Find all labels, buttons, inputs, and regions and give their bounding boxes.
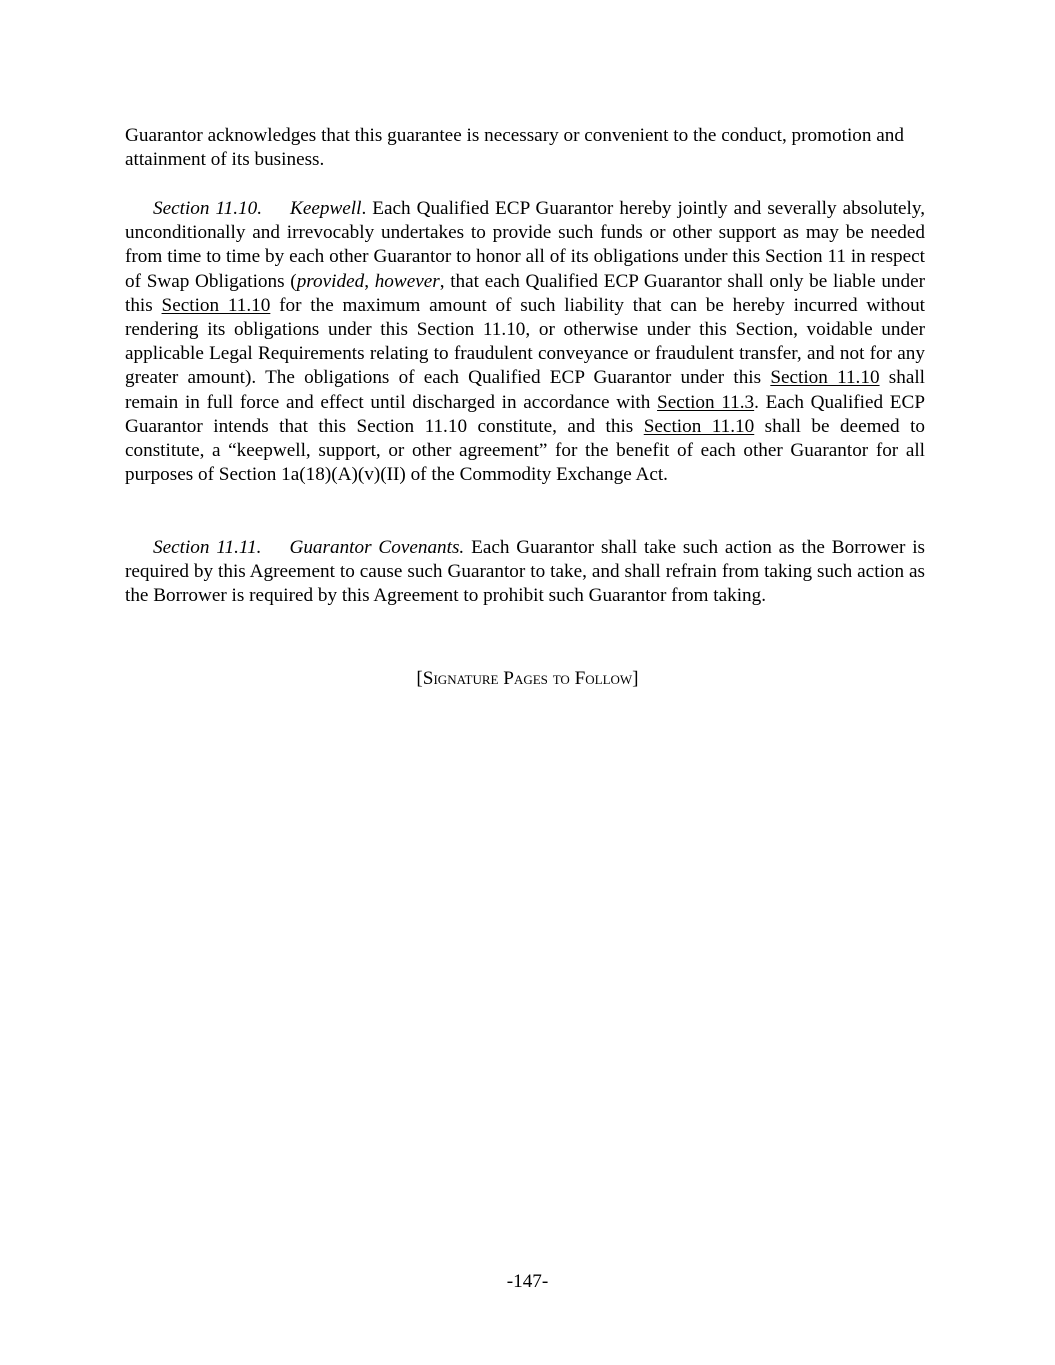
section-11-10-keepwell [125, 197, 925, 487]
section-reference: Section 11.10 [643, 415, 755, 437]
section-text: for the maximum amount of such liability that can be hereby incurred without rendering its obligations under this Section 11.10, or otherwise under this Section, voidable under applicable Legal Requirements relating to fraudulent conveyance or fraudulent transfer, and not for any greater amount). The obligations of each Qualified ECP Guarantor under this [125, 294, 925, 389]
page-number: -147- [506, 1271, 549, 1292]
section-text: Each Qualified ECP Guarantor hereby jointly and severally absolutely, unconditionally and irrevocably undertakes to provide such funds or other support as may be needed from time to time by each other Guarantor to honor all of its obligations under this Section 11 in respect of Swap Obligations ( [125, 198, 926, 292]
paragraph-text: Guarantor acknowledges that this guarantee is necessary or convenient to the conduct, promotion and attainment of its business. [125, 125, 904, 171]
however-term: however [374, 270, 440, 292]
section-reference: Section 11.3 [657, 391, 755, 413]
section-reference: Section 11.10 [770, 367, 880, 389]
section-text: , that each Qualified ECP Guarantor shall only be liable under this [125, 270, 926, 316]
section-title: Keepwell [290, 198, 362, 219]
title-punct: . [361, 198, 373, 219]
section-number: Section 11.10. [153, 198, 263, 219]
paragraph-guarantor-acknowledgement [125, 124, 925, 172]
provided-term: provided [296, 270, 365, 292]
section-text: Each Guarantor shall take such action as the Borrower is required by this Agreement to cause such Guarantor to take, and shall refrain from taking such action as the Borrower is required by this Agreement to prohibit such Guarantor from taking. [125, 537, 925, 607]
section-text: shall remain in full force and effect until discharged in accordance with [125, 367, 925, 413]
section-text: . Each Qualified ECP Guarantor intends that this Section 11.10 constitute, and this [125, 391, 926, 437]
section-text: , [364, 270, 375, 292]
section-11-11-guarantor-covenants [125, 536, 925, 609]
section-text: shall be deemed to constitute, a “keepwell, support, or other agreement” for the benefit of each other Guarantor for all purposes of Section 1a(18)(A)(v)(II) of the Commodity Exchange Act. [125, 415, 926, 486]
signature-pages-note: [Signature Pages to Follow] [416, 668, 639, 689]
section-title: Guarantor Covenants. [289, 537, 465, 558]
section-number: Section 11.11. [153, 537, 262, 558]
section-reference: Section 11.10 [161, 294, 271, 316]
